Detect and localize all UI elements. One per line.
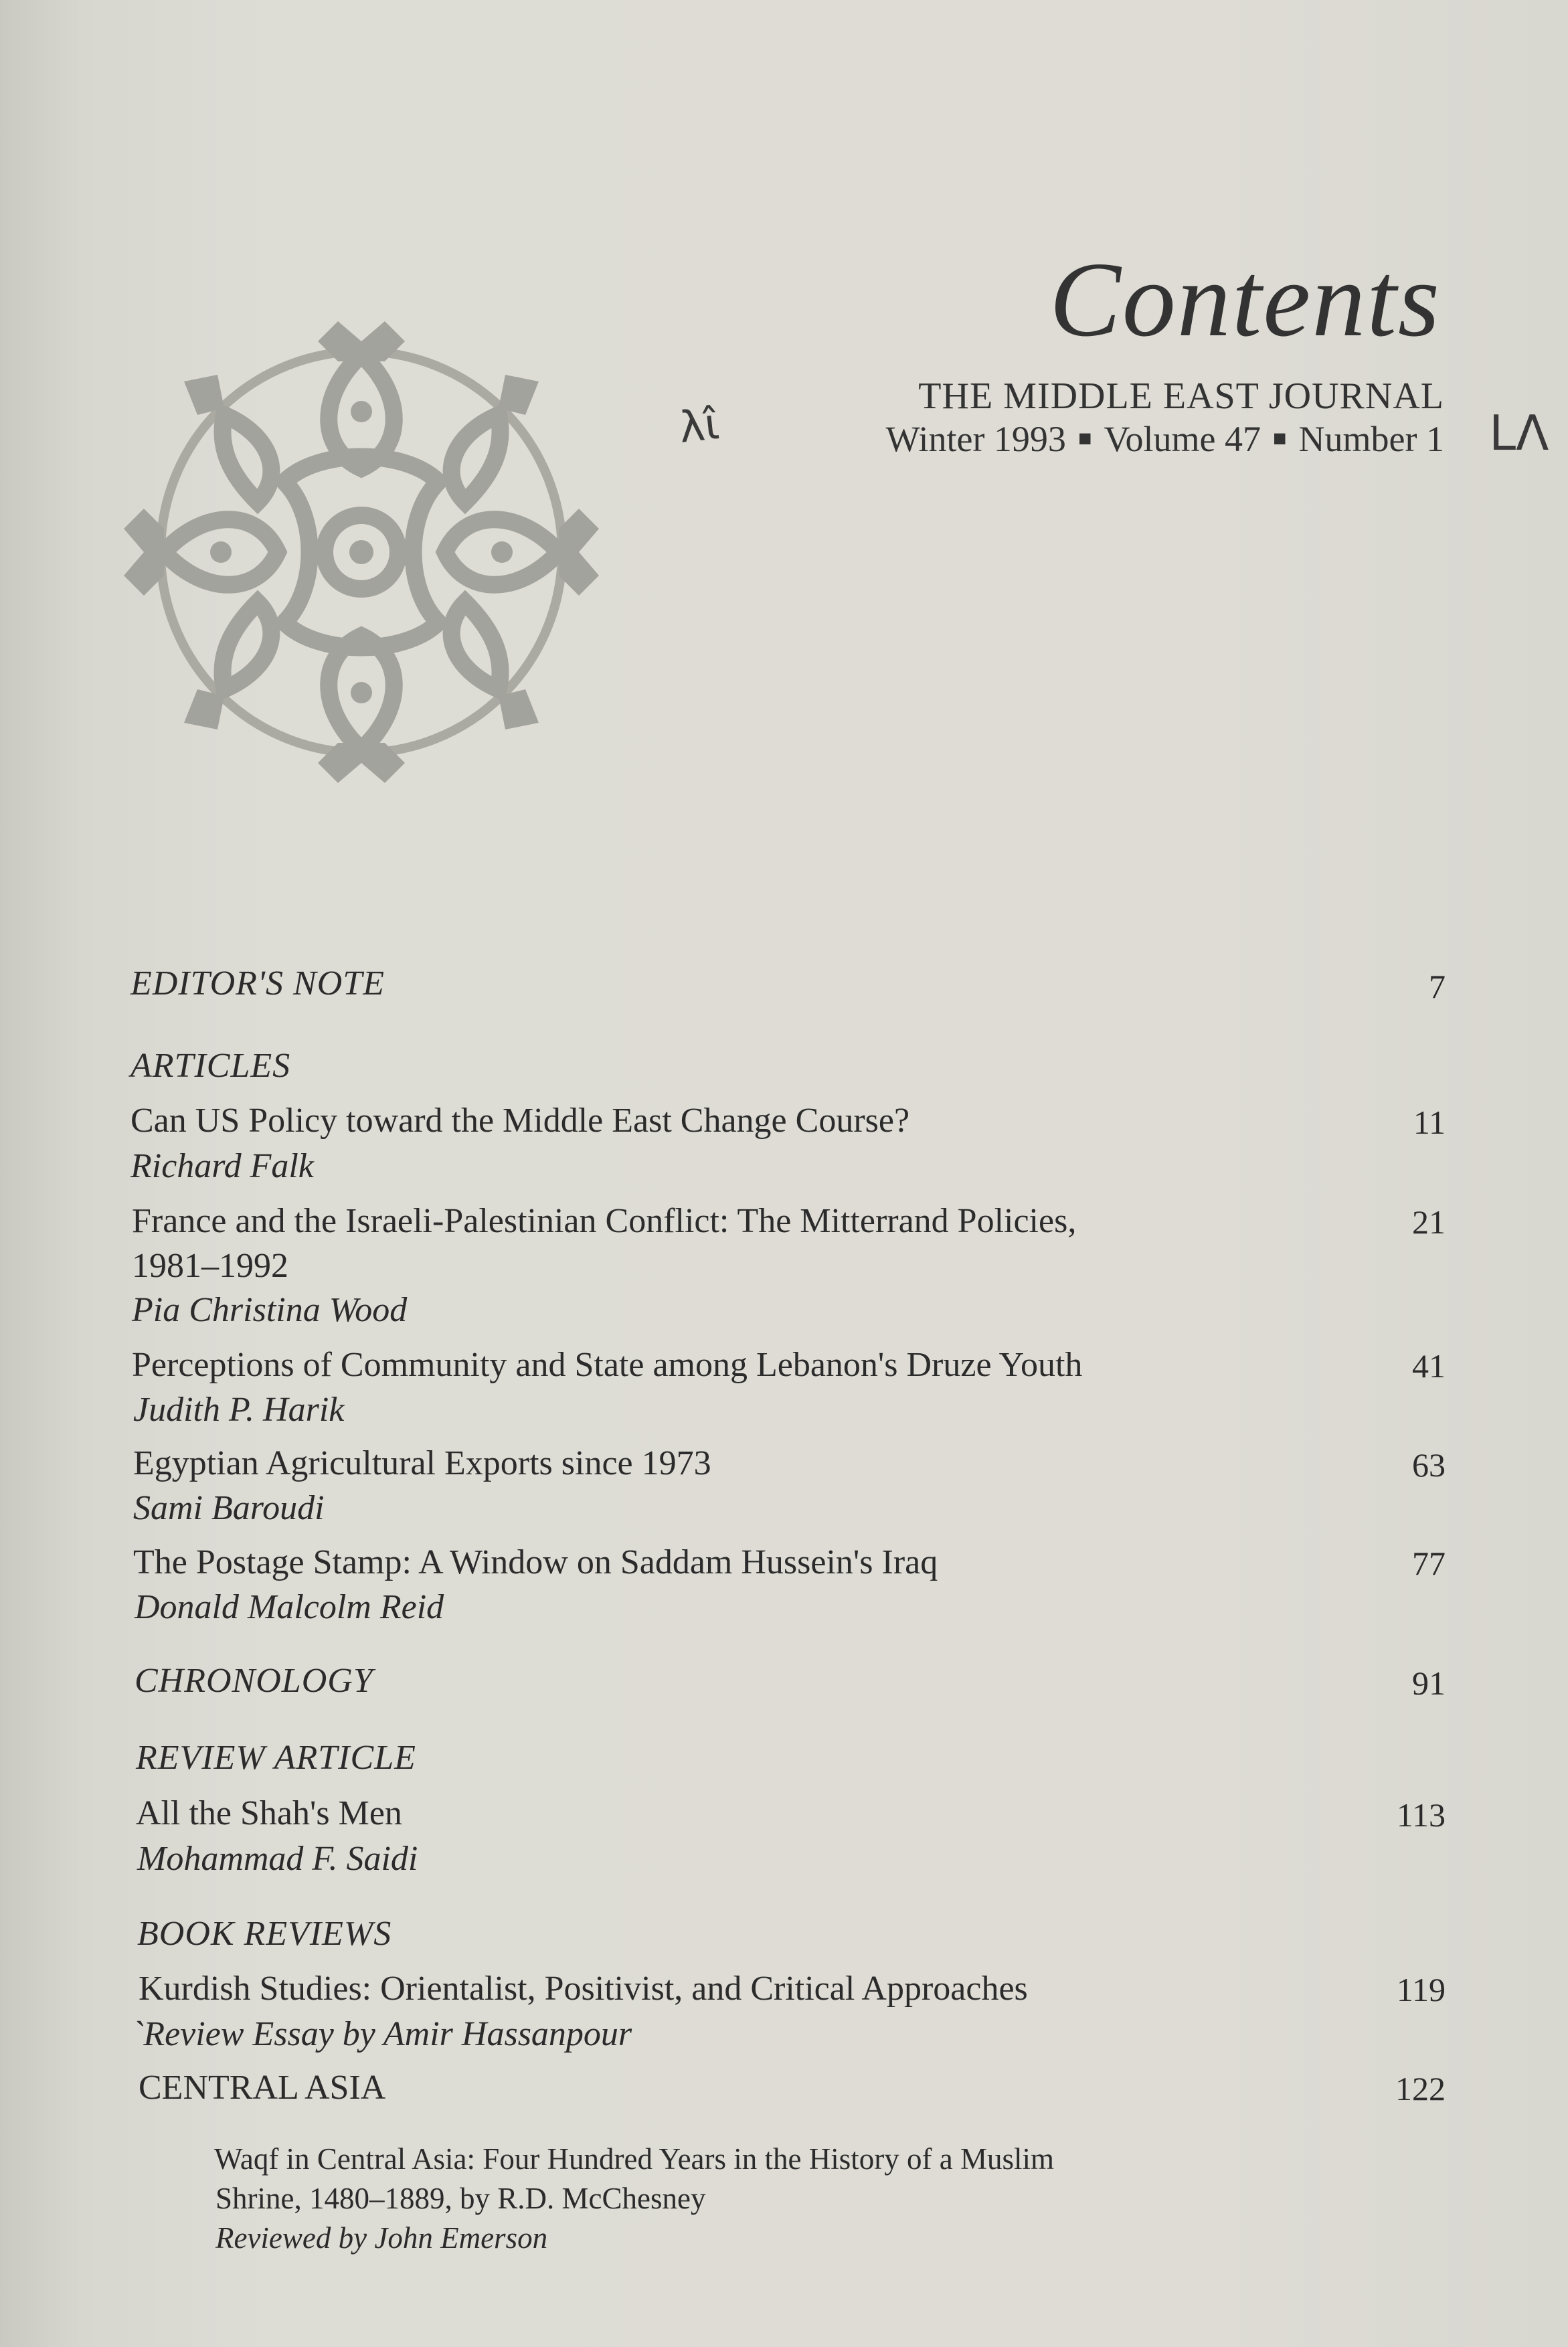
section-review-article: REVIEW ARTICLE	[136, 1739, 416, 1777]
section-articles: ARTICLES	[130, 1047, 291, 1085]
page-number: 7	[1429, 968, 1446, 1005]
article-author: Pia Christina Wood	[132, 1291, 408, 1329]
separator-icon: ■	[1273, 426, 1287, 451]
handwritten-mark-left: λι̂	[677, 400, 722, 453]
handwritten-mark-right: LΛ	[1489, 405, 1549, 461]
book-review-title: Waqf in Central Asia: Four Hundred Years in the History of a Muslim	[214, 2142, 1054, 2176]
article-title: Perceptions of Community and State among Lebanon's Druze Youth	[132, 1346, 1083, 1384]
article-title: Egyptian Agricultural Exports since 1973	[133, 1444, 711, 1482]
review-essay-title: Kurdish Studies: Orientalist, Positivist, and Critical Approaches	[139, 1970, 1028, 2008]
book-reviewer: Reviewed by John Emerson	[215, 2221, 548, 2255]
page-number: 41	[1412, 1347, 1446, 1385]
book-review-title-continued: Shrine, 1480–1889, by R.D. McChesney	[215, 2182, 706, 2215]
issue-season: Winter 1993	[885, 419, 1066, 459]
page-number: 11	[1413, 1104, 1446, 1141]
article-author: Sami Baroudi	[133, 1489, 325, 1527]
article-title: Can US Policy toward the Middle East Change Course?	[130, 1102, 910, 1140]
article-title: France and the Israeli-Palestinian Conflict: The Mitterrand Policies,	[132, 1202, 1077, 1240]
section-editors-note: EDITOR'S NOTE	[130, 964, 385, 1003]
review-article-title: All the Shah's Men	[136, 1794, 402, 1832]
article-title: The Postage Stamp: A Window on Saddam Hussein's Iraq	[133, 1543, 938, 1581]
article-author: Richard Falk	[130, 1147, 314, 1185]
article-author: Donald Malcolm Reid	[135, 1588, 444, 1626]
issue-volume: Volume 47	[1104, 419, 1261, 459]
page-number: 122	[1395, 2070, 1446, 2107]
region-heading: CENTRAL ASIA	[139, 2069, 386, 2107]
separator-icon: ■	[1077, 426, 1092, 451]
page-number: 91	[1412, 1664, 1446, 1702]
section-book-reviews: BOOK REVIEWS	[137, 1915, 392, 1953]
page-title: Contents	[1049, 240, 1441, 359]
page-number: 77	[1412, 1545, 1446, 1582]
article-author: Judith P. Harik	[133, 1391, 345, 1429]
article-title-continued: 1981–1992	[132, 1247, 288, 1285]
section-chronology: CHRONOLOGY	[135, 1662, 373, 1700]
journal-name: THE MIDDLE EAST JOURNAL	[918, 375, 1444, 417]
review-article-author: Mohammad F. Saidi	[137, 1840, 418, 1878]
page-number: 113	[1396, 1796, 1446, 1834]
page-number: 119	[1396, 1971, 1446, 2008]
issue-number: Number 1	[1298, 419, 1444, 459]
page-number: 21	[1412, 1203, 1446, 1241]
review-essay-author: `Review Essay by Amir Hassanpour	[132, 2015, 632, 2053]
page-number: 63	[1412, 1446, 1446, 1484]
